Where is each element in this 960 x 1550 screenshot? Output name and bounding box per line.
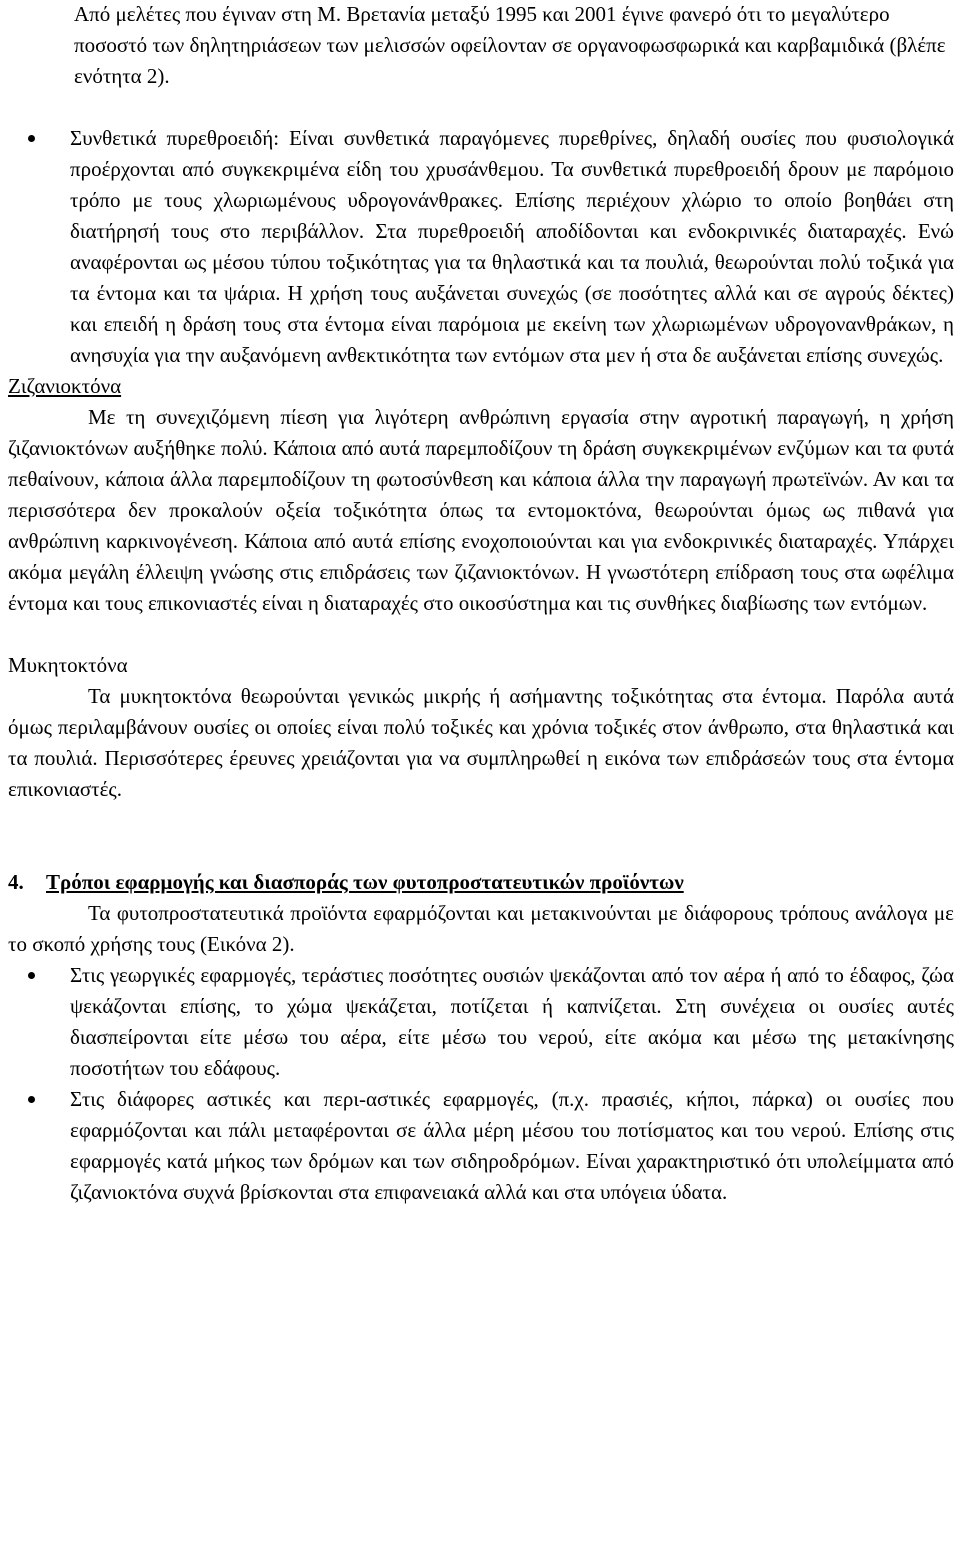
bullet-icon [28, 135, 35, 142]
bullet-text: Στις διάφορες αστικές και περι-αστικές εφαρμογές, (π.χ. πρασιές, κήποι, πάρκα) οι ουσίες που εφαρμόζονται και πάλι μεταφέρονται σε άλλα μέρη μέσου του ποτίσματος και του νερού. Επίσης στις εφαρμογές κατά μήκος των δρόμων και των σιδηροδρόμων. Είναι χαρακτηριστικό ότι υπολείμματα από ζιζανιοκτόνα συχνά βρίσκονται στα επιφανειακά αλλά και στα υπόγεια ύδατα. [70, 1087, 954, 1204]
herbicides-paragraph: Με τη συνεχιζόμενη πίεση για λιγότερη ανθρώπινη εργασία στην αγροτική παραγωγή, η χρήση ζιζανιοκτόνων αυξήθηκε πολύ. Κάποια από αυτά παρεμποδίζουν τη δράση συγκεκριμένων ενζύμων και τα φυτά πεθαίνουν, κάποια άλλα παρεμποδίζουν τη φωτοσύνθεση και κάποια άλλα την παραγωγή πρωτεϊνών. Αν και τα περισσότερα δεν προκαλούν οξεία τοξικότητα όπως τα εντομοκτόνα, θεωρούνται όμως ως πιθανά για ανθρώπινη καρκινογένεση. Κάποια από αυτά επίσης ενοχοποιούνται και για ενδοκρινικές διαταραχές. Υπάρχει ακόμα μεγάλη έλλειψη γνώσης στις επιδράσεις των ζιζανιοκτόνων. Η γνωστότερη επίδραση τους στα ωφέλιμα έντομα και τους επικονιαστές είναι η διαταραχές στο οικοσύστημα και τις συνθήκες διαβίωσης των εντόμων. [8, 405, 954, 615]
intro-paragraph: Από μελέτες που έγιναν στη Μ. Βρετανία μεταξύ 1995 και 2001 έγινε φανερό ότι το μεγαλύτερο ποσοστό των δηλητηριάσεων των μελισσών οφείλονταν σε οργανοφωσφωρικά και καρβαμιδικά (βλέπε ενότητα 2). [74, 2, 946, 88]
fungicides-paragraph: Τα μυκητοκτόνα θεωρούνται γενικώς μικρής ή ασήμαντης τοξικότητας στα έντομα. Παρόλα αυτά όμως περιλαμβάνουν ουσίες οι οποίες είναι πολύ τοξικές και χρόνια τοξικές στον άνθρωπο, στα θηλαστικά και τα πουλιά. Περισσότερες έρευνες χρειάζονται για να συμπληρωθεί η εικόνα των επιδράσεών τους στα έντομα επικονιαστές. [8, 684, 954, 801]
list-item [8, 123, 954, 371]
section-title: Τρόποι εφαρμογής και διασποράς των φυτοπροστατευτικών προϊόντων [46, 870, 684, 894]
section-4-heading [8, 867, 954, 898]
pyrethroids-paragraph: Συνθετικά πυρεθροειδή: Είναι συνθετικά παραγόμενες πυρεθρίνες, δηλαδή ουσίες που φυσιολογικά προέρχονται από συγκεκριμένα είδη του χρυσάνθεμου. Τα συνθετικά πυρεθροειδή δρουν με παρόμοιο τρόπο με τους χλωριωμένους υδρογονάνθρακες. Επίσης περιέχουν χλώριο το οποίο βοηθάει στη διατήρησή τους στο περιβάλλον. Στα πυρεθροειδή αποδίδονται και ενδοκρινικές διαταραχές. Ενώ αναφέρονται ως μέσου τύπου τοξικότητας για τα θηλαστικά και τα πουλιά, θεωρούνται πολύ τοξικά για τα έντομα και τα ψάρια. Η χρήση τους αυξάνεται συνεχώς (σε ποσότητες αλλά και σε αγρούς δέκτες) και επειδή η δράση τους στα έντομα είναι παρόμοια με εκείνη των χλωριωμένων υδρογονανθράκων, η ανησυχία για την αυξανόμενη ανθεκτικότητα των εντόμων στα μεν ή στα δε αυξάνεται επίσης συνεχώς. [70, 126, 954, 367]
section-number: 4. [8, 870, 24, 894]
pyrethroids-list [8, 123, 954, 371]
bullet-icon [28, 1096, 35, 1103]
list-item [8, 960, 954, 1084]
section-4-intro: Τα φυτοπροστατευτικά προϊόντα εφαρμόζονται και μετακινούνται με διάφορους τρόπους ανάλογα με το σκοπό χρήσης τους (Εικόνα 2). [8, 901, 954, 956]
herbicides-heading: Ζιζανιοκτόνα [8, 374, 122, 398]
list-item [8, 1084, 954, 1208]
bullet-text: Στις γεωργικές εφαρμογές, τεράστιες ποσότητες ουσιών ψεκάζονται από τον αέρα ή από το έδαφος, ζώα ψεκάζονται επίσης, το χώμα ψεκάζεται, ποτίζεται ή καπνίζεται. Στη συνέχεια οι ουσίες αυτές διασπείρονται είτε μέσω του αέρα, είτε μέσω του νερού, είτε ακόμα και μέσω της μετακίνησης ποσοτήτων του εδάφους. [70, 963, 954, 1080]
section-4-list [8, 960, 954, 1208]
fungicides-heading: Μυκητοκτόνα [8, 653, 128, 677]
bullet-icon [28, 972, 35, 979]
